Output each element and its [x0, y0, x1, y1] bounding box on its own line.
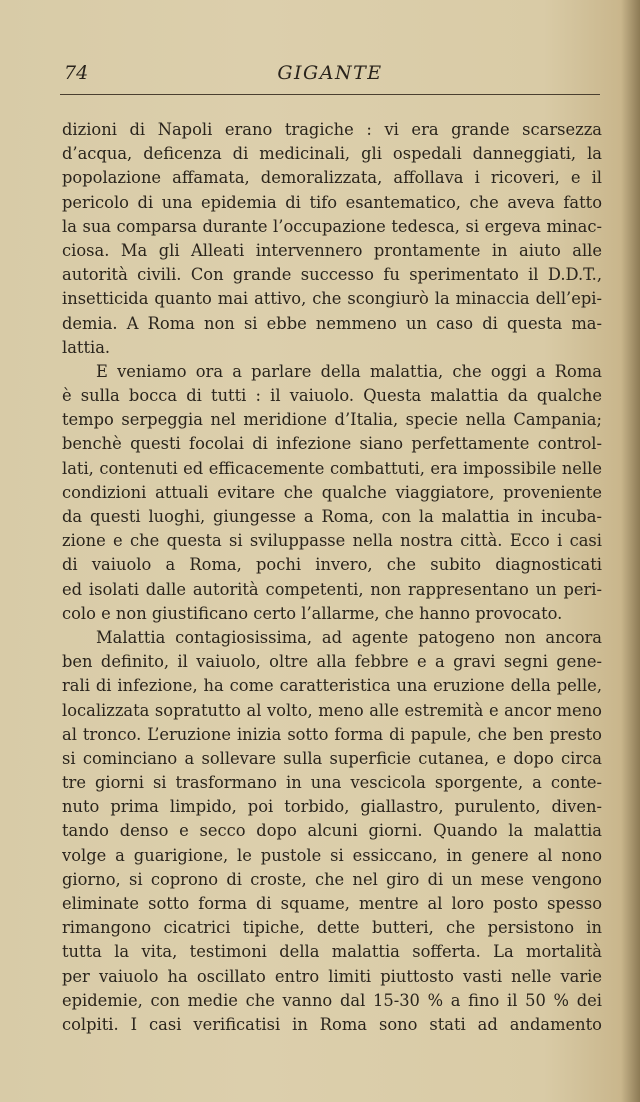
- text-line: ciosa. Ma gli Alleati intervennero prontamente in aiuto alle: [62, 240, 602, 260]
- text-line: giorno, si coprono di croste, che nel giro di un mese vengono: [62, 869, 602, 889]
- text-line: epidemie, con medie che vanno dal 15-30 % a fino il 50 % dei: [62, 990, 602, 1010]
- text-line: tando denso e secco dopo alcuni giorni. Quando la malattia: [62, 821, 602, 841]
- text-line: popolazione affamata, demoralizzata, affollava i ricoveri, e il: [62, 168, 602, 188]
- text-line: Malattia contagiosissima, ad agente patogeno non ancora: [96, 627, 602, 647]
- text-line: tempo serpeggia nel meridione d’Italia, specie nella Campania;: [62, 410, 602, 430]
- text-line: localizzata sopratutto al volto, meno alle estremità e ancor meno: [62, 700, 602, 720]
- text-line: d’acqua, deficenza di medicinali, gli ospedali danneggiati, la: [62, 144, 602, 164]
- text-line: tutta la vita, testimoni della malattia sofferta. La mortalità: [62, 942, 602, 962]
- page-number: 74: [64, 62, 89, 84]
- body-text: [62, 118, 602, 1037]
- text-line: colo e non giustificano certo l’allarme, che hanno provocato.: [62, 603, 563, 623]
- text-line: zione e che questa si sviluppasse nella nostra città. Ecco i casi: [62, 531, 602, 551]
- text-line: E veniamo ora a parlare della malattia, che oggi a Roma: [96, 361, 602, 381]
- text-line: la sua comparsa durante l’occupazione tedesca, si ergeva minac-: [62, 216, 602, 236]
- text-line: colpiti. I casi verificatisi in Roma sono stati ad andamento: [62, 1014, 602, 1034]
- text-line: demia. A Roma non si ebbe nemmeno un caso di questa ma-: [62, 313, 602, 333]
- text-line: pericolo di una epidemia di tifo esantematico, che aveva fatto: [62, 192, 602, 212]
- text-line: da questi luoghi, giungesse a Roma, con la malattia in incuba-: [62, 507, 602, 526]
- text-line: autorità civili. Con grande successo fu sperimentato il D.D.T.,: [62, 265, 602, 285]
- text-line: benchè questi focolai di infezione siano perfettamente control-: [62, 434, 602, 454]
- text-line: si cominciano a sollevare sulla superficie cutanea, e dopo circa: [62, 748, 602, 768]
- text-line: è sulla bocca di tutti : il vaiuolo. Questa malattia da qualche: [62, 386, 602, 406]
- text-line: tre giorni si trasformano in una vescicola sporgente, a conte-: [62, 773, 602, 793]
- text-line: condizioni attuali evitare che qualche viaggiatore, proveniente: [62, 482, 602, 502]
- text-line: al tronco. L’eruzione inizia sotto forma di papule, che ben presto: [62, 724, 602, 744]
- running-title: GIGANTE: [277, 62, 383, 84]
- text-line: ed isolati dalle autorità competenti, non rappresentano un peri-: [62, 579, 602, 599]
- text-line: dizioni di Napoli erano tragiche : vi era grande scarsezza: [62, 120, 602, 139]
- text-line: lati, contenuti ed efficacemente combattuti, era impossibile nelle: [62, 458, 602, 478]
- text-line: per vaiuolo ha oscillato entro limiti piuttosto vasti nelle varie: [62, 966, 602, 986]
- text-line: volge a guarigione, le pustole si essiccano, in genere al nono: [62, 845, 602, 865]
- text-line: di vaiuolo a Roma, pochi invero, che subito diagnosticati: [62, 555, 602, 575]
- text-line: lattia.: [62, 337, 111, 357]
- page-header: [60, 60, 600, 95]
- text-line: ben definito, il vaiuolo, oltre alla febbre e a gravi segni gene-: [62, 652, 602, 672]
- text-line: rali di infezione, ha come caratteristica una eruzione della pelle,: [62, 676, 602, 696]
- text-line: insetticida quanto mai attivo, che scongiurò la minaccia dell’epi-: [62, 289, 602, 309]
- text-line: nuto prima limpido, poi torbido, giallastro, purulento, diven-: [62, 797, 602, 817]
- text-line: rimangono cicatrici tipiche, dette butteri, che persistono in: [62, 918, 602, 938]
- text-line: eliminate sotto forma di squame, mentre al loro posto spesso: [62, 894, 602, 913]
